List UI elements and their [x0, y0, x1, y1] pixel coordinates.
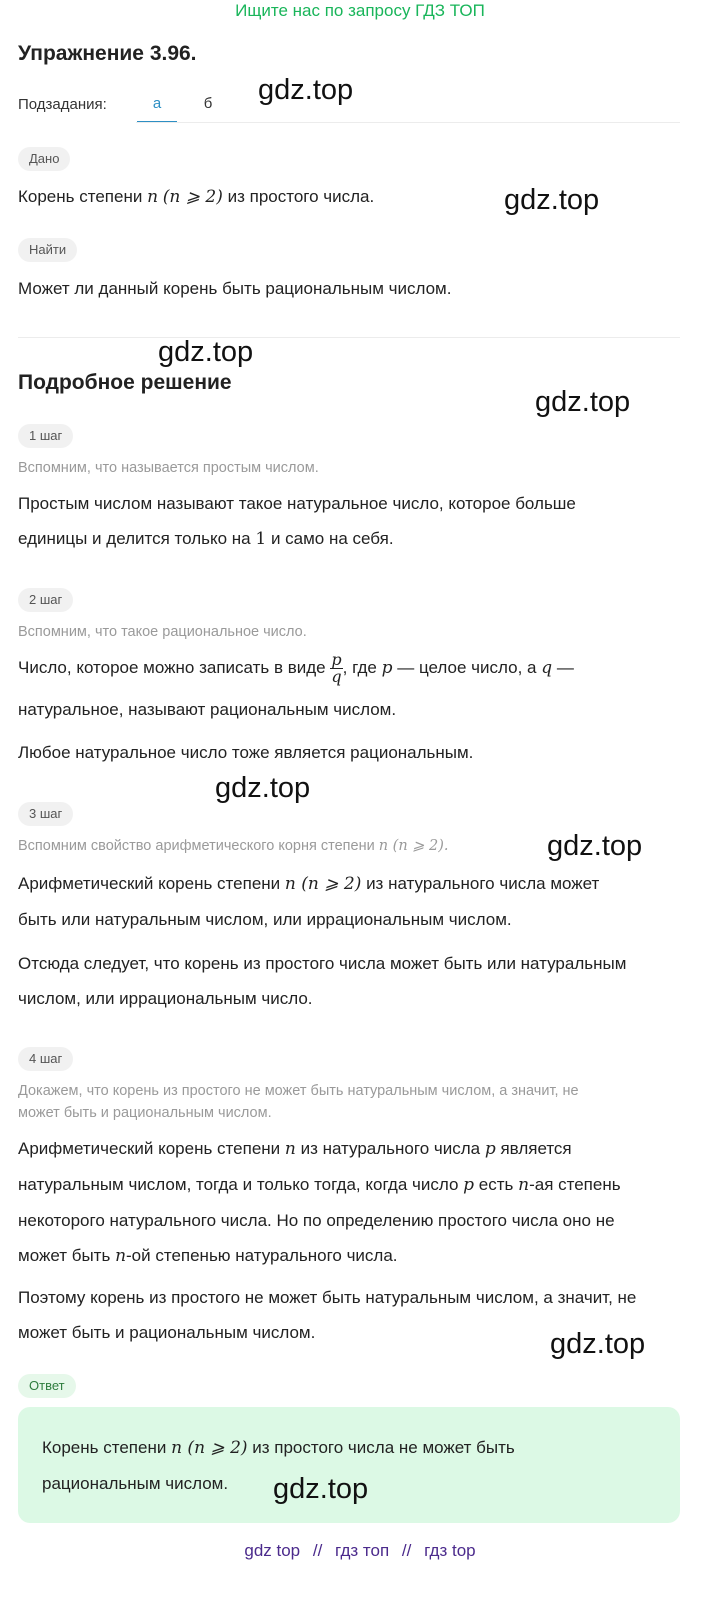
var-n: n [518, 1175, 530, 1195]
step-4-l2-b: есть [478, 1175, 514, 1194]
footer-links [0, 1541, 720, 1561]
step-4-l4-b: -ой степенью натурального числа. [126, 1246, 398, 1265]
footer-separator: // [312, 1541, 323, 1560]
footer-link-gdz-top-ru[interactable]: гдз топ [335, 1541, 390, 1560]
var-q: q [541, 658, 553, 678]
page-title: Упражнение 3.96. [18, 42, 197, 65]
tab-subtask-a[interactable]: а [152, 95, 162, 112]
var-p: p [463, 1175, 475, 1195]
step-3-math: n (n ⩾ 2) [284, 874, 362, 894]
solution-heading: Подробное решение [18, 371, 232, 394]
step-4-line-1 [18, 1131, 680, 1167]
step-1-line-1: Простым числом называют такое натуральное число, которое больше [18, 494, 576, 513]
step-3-line-2: быть или натуральным числом, или иррациональным числом. [18, 910, 512, 929]
step-3-line-3: Отсюда следует, что корень из простого числа может быть или натуральным [18, 954, 627, 973]
answer-line-2: рациональным числом. [42, 1474, 229, 1493]
step-4-l1-b: из натурального числа [300, 1139, 481, 1158]
step-4-line-2 [18, 1167, 680, 1203]
var-n: n [115, 1246, 127, 1266]
step-4-hint-line-2: может быть и рациональным числом. [18, 1105, 272, 1121]
step-3-text-2 [18, 946, 680, 1016]
watermark: gdz.top [258, 74, 354, 106]
step-1-number-one: 1 [255, 529, 267, 549]
step-1-hint: Вспомним, что называется простым числом. [18, 460, 319, 476]
given-chip: Дано [18, 147, 70, 171]
watermark: gdz.top [504, 184, 600, 216]
footer-link-gdz-top-mixed[interactable]: гдз top [424, 1541, 476, 1560]
given-math-cond: (n ⩾ 2) [162, 187, 223, 207]
footer-link-gdz-top[interactable]: gdz top [244, 1541, 301, 1560]
footer-separator: // [401, 1541, 412, 1560]
step-4-chip: 4 шаг [18, 1047, 73, 1071]
fraction-p-over-q [330, 652, 342, 685]
search-hint-banner: Ищите нас по запросу ГДЗ ТОП [235, 1, 485, 20]
step-4-line-5: Поэтому корень из простого не может быть натуральным числом, а значит, не [18, 1288, 637, 1307]
find-chip: Найти [18, 238, 77, 262]
step-2-chip: 2 шаг [18, 588, 73, 612]
step-2-line-3: Любое натуральное число тоже является рациональным. [18, 743, 474, 762]
step-3-line-1 [18, 866, 680, 902]
step-2-text-a: Число, которое можно записать в виде [18, 658, 326, 677]
find-text: Может ли данный корень быть рациональным числом. [18, 279, 452, 298]
var-p: p [381, 658, 393, 678]
step-1-line-2-a: единицы и делится только на [18, 529, 251, 548]
answer-math: n (n ⩾ 2) [171, 1438, 248, 1458]
step-2-line-2: натуральное, называют рациональным числом. [18, 700, 397, 719]
step-3-chip: 3 шаг [18, 802, 73, 826]
answer-text-a: Корень степени [42, 1438, 167, 1457]
step-1-text [18, 486, 680, 557]
tab-subtask-b[interactable]: б [203, 95, 213, 112]
step-3-text-b: из натурального числа может [366, 874, 600, 893]
step-4-line-6: может быть и рациональным числом. [18, 1323, 316, 1342]
subtasks-label: Подзадания: [18, 96, 107, 113]
given-math-n: n [147, 187, 159, 207]
step-4-l1-a: Арифметический корень степени [18, 1139, 281, 1158]
watermark: gdz.top [215, 772, 311, 804]
answer-chip: Ответ [18, 1374, 76, 1398]
watermark: gdz.top [550, 1328, 646, 1360]
given-text-before: Корень степени [18, 187, 143, 206]
step-4-hint [18, 1080, 680, 1124]
divider [18, 337, 680, 338]
step-3-hint-text: Вспомним свойство арифметического корня степени [18, 838, 375, 854]
step-4-l2-a: натуральным числом, тогда и только тогда, когда число [18, 1175, 459, 1194]
watermark: gdz.top [535, 386, 631, 418]
watermark: gdz.top [273, 1473, 369, 1505]
step-3-hint-math: n (n ⩾ 2). [378, 838, 449, 854]
step-4-hint-line-1: Докажем, что корень из простого не может быть натуральным числом, а значит, не [18, 1083, 579, 1099]
fraction-denominator: q [331, 667, 342, 687]
step-1-line-2 [18, 521, 680, 557]
step-2-text-b: , где [342, 658, 377, 677]
step-4-l1-c: является [500, 1139, 572, 1158]
watermark: gdz.top [158, 336, 254, 368]
step-4-text [18, 1131, 680, 1274]
step-2-text-c: — целое число, а [397, 658, 537, 677]
fraction-numerator: p [331, 650, 342, 670]
step-4-line-4 [18, 1238, 680, 1274]
given-text-after: из простого числа. [227, 187, 375, 206]
var-n: n [284, 1139, 296, 1159]
step-3-line-4: числом, или иррациональным число. [18, 989, 313, 1008]
watermark: gdz.top [547, 830, 643, 862]
var-p: p [484, 1139, 496, 1159]
step-2-text-d: — [556, 658, 574, 677]
step-3-text-a: Арифметический корень степени [18, 874, 281, 893]
divider [136, 122, 680, 123]
step-4-l4-a: может быть [18, 1246, 111, 1265]
step-1-chip: 1 шаг [18, 424, 73, 448]
step-1-line-2-b: и само на себя. [270, 529, 394, 548]
step-4-line-3: некоторого натурального числа. Но по определению простого числа оно не [18, 1211, 615, 1230]
step-3-text [18, 866, 680, 937]
step-2-line-1 [18, 650, 680, 686]
answer-text-b: из простого числа не может быть [252, 1438, 515, 1457]
step-2-hint: Вспомним, что такое рациональное число. [18, 624, 307, 640]
answer-line-1 [42, 1430, 662, 1466]
step-4-l2-c: -ая степень [529, 1175, 621, 1194]
